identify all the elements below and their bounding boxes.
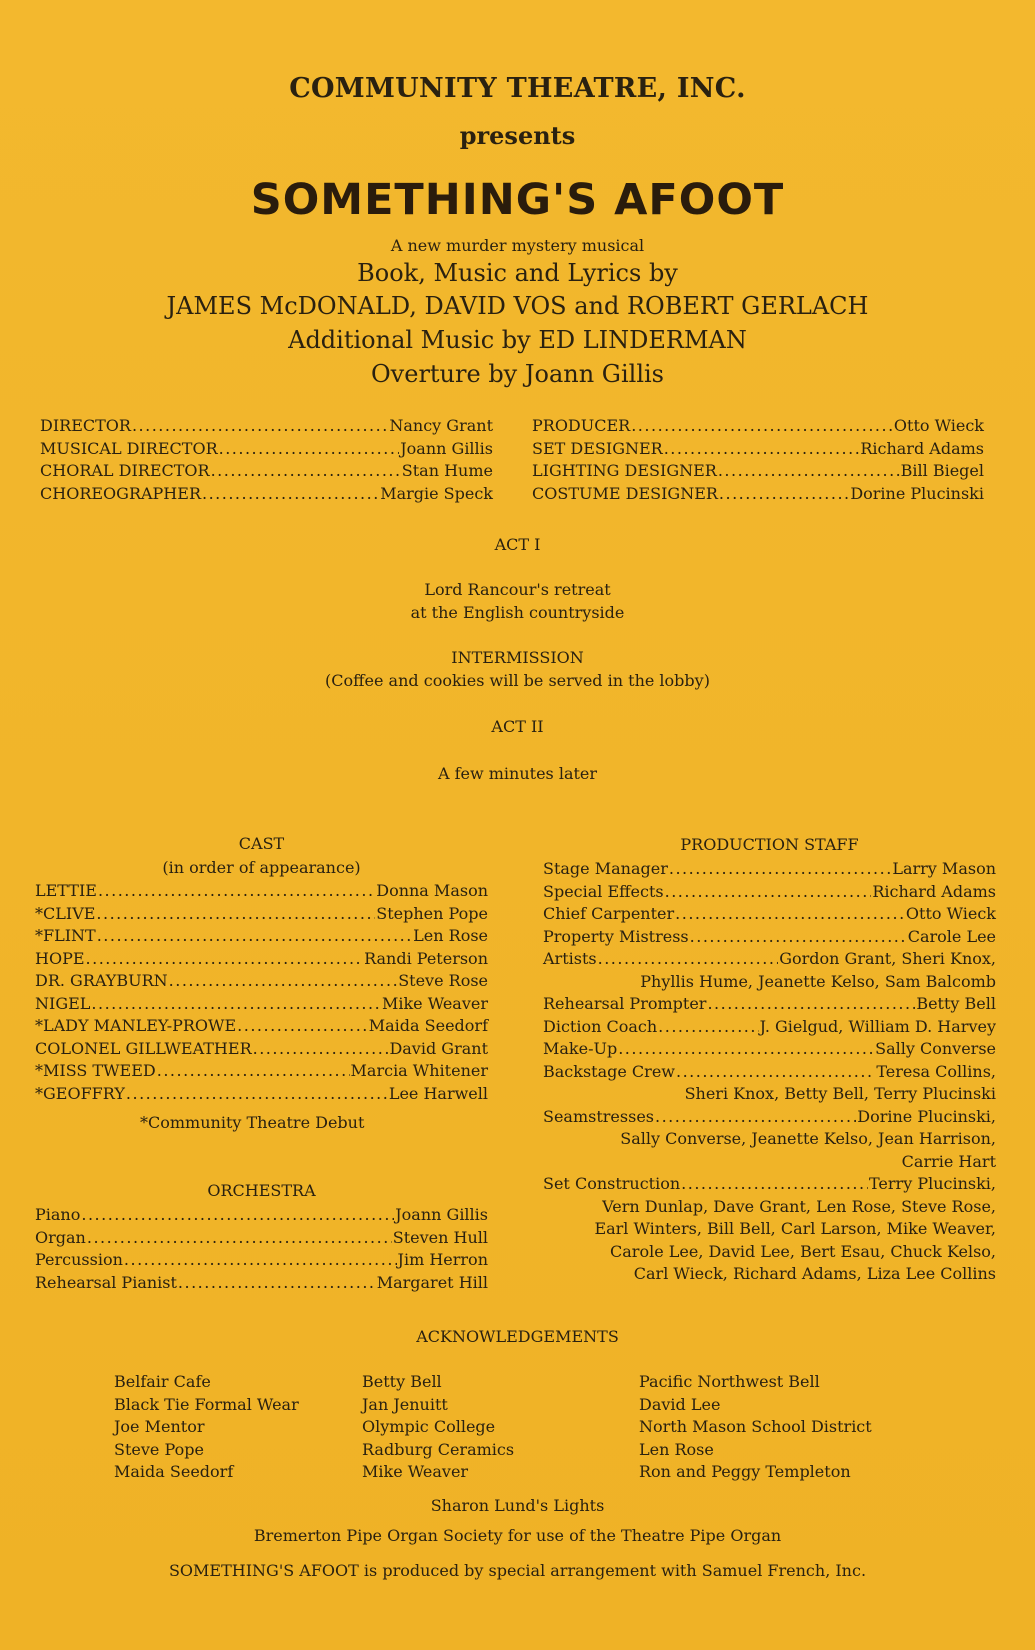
cast-name: Mike Weaver (381, 993, 488, 1013)
staff-name: Betty Bell (916, 994, 996, 1013)
leader-dots (664, 438, 860, 461)
staff-role: Property Mistress (543, 926, 689, 946)
cast-role: *MISS TWEED (35, 1061, 156, 1080)
staff-name: Terry Plucinski, (869, 1174, 996, 1193)
ack-item: North Mason School District (639, 1417, 872, 1436)
leader-dots (87, 1227, 392, 1250)
credits-line-2: JAMES McDONALD, DAVID VOS and ROBERT GERLACH (166, 292, 869, 320)
leader-dots (126, 1083, 388, 1106)
acknowledgements-heading: ACKNOWLEDGEMENTS (416, 1327, 619, 1346)
staff-row (543, 948, 996, 971)
credit-name: Bill Biegel (900, 461, 984, 480)
production-staff-heading: PRODUCTION STAFF (680, 835, 859, 854)
credit-row (40, 483, 493, 506)
production-staff-list (543, 858, 996, 1286)
staff-row (543, 1038, 996, 1061)
leader-dots (178, 1272, 376, 1295)
orchestra-role: Piano (35, 1205, 81, 1224)
leader-dots (707, 993, 915, 1016)
staff-name: Sally Converse (875, 1039, 996, 1058)
leader-dots (719, 483, 849, 506)
staff-row (543, 1016, 996, 1039)
cast-name: Randi Peterson (364, 948, 488, 968)
staff-continuation: Sheri Knox, Betty Bell, Terry Plucinski (684, 1084, 996, 1103)
cast-row (35, 948, 488, 971)
acknowledgement-line-1: Sharon Lund's Lights (430, 1496, 605, 1515)
intermission-heading: INTERMISSION (451, 648, 584, 667)
leader-dots (97, 925, 412, 948)
cast-row (35, 1038, 488, 1061)
staff-row (543, 903, 996, 926)
ack-item: David Lee (639, 1394, 721, 1414)
leader-dots (157, 1060, 350, 1083)
act-two-heading: ACT II (491, 717, 544, 736)
staff-continuation: Sally Converse, Jeanette Kelso, Jean Harrison, (620, 1129, 996, 1148)
staff-name: Larry Mason (892, 859, 996, 878)
staff-row (543, 1061, 996, 1084)
act-two-setting: A few minutes later (437, 764, 598, 783)
staff-continuation: Vern Dunlap, Dave Grant, Len Rose, Steve Rose, (602, 1196, 996, 1216)
staff-role: Rehearsal Prompter (543, 994, 707, 1013)
leader-dots (211, 460, 401, 483)
credit-row (40, 438, 493, 461)
leader-dots (675, 903, 905, 926)
credit-row (532, 415, 984, 438)
credit-row (532, 483, 984, 506)
cast-row (35, 1060, 488, 1083)
credit-role: SET DESIGNER (532, 438, 663, 458)
ack-item: Black Tie Formal Wear (114, 1394, 299, 1414)
staff-role: Special Effects (543, 881, 664, 901)
leader-dots (132, 415, 388, 438)
org-name: COMMUNITY THEATRE, INC. (289, 73, 746, 104)
staff-name: Richard Adams (872, 881, 996, 901)
cast-role: *LADY MANLEY-PROWE (35, 1016, 237, 1035)
ack-item: Mike Weaver (362, 1462, 469, 1481)
ack-item: Olympic College (362, 1417, 496, 1436)
staff-row (543, 1173, 996, 1196)
cast-role: COLONEL GILLWEATHER (35, 1038, 252, 1058)
credit-role: DIRECTOR (40, 416, 131, 435)
leader-dots (618, 1038, 874, 1061)
staff-role: Stage Manager (543, 859, 668, 878)
staff-role: Seamstresses (543, 1106, 654, 1126)
leader-dots (690, 926, 907, 949)
credit-name: Dorine Plucinski (850, 483, 984, 503)
credit-role: CHORAL DIRECTOR (40, 461, 210, 480)
orchestra-row (35, 1204, 488, 1227)
cast-role: LETTIE (35, 881, 97, 900)
act-one-heading: ACT I (494, 535, 541, 554)
creative-team-left (40, 415, 493, 505)
cast-name: Donna Mason (376, 881, 488, 900)
ack-item: Ron and Peggy Templeton (639, 1462, 851, 1481)
orchestra-heading: ORCHESTRA (207, 1181, 316, 1200)
leader-dots (669, 858, 891, 881)
credit-role: LIGHTING DESIGNER (532, 461, 717, 480)
ack-item: Joe Mentor (114, 1417, 205, 1436)
orchestra-role: Organ (35, 1227, 86, 1247)
staff-role: Set Construction (543, 1174, 681, 1193)
acknowledgements-col-1 (114, 1371, 299, 1484)
cast-name: Steve Rose (398, 971, 488, 990)
staff-name: Carole Lee (907, 926, 996, 946)
orchestra-row (35, 1227, 488, 1250)
orchestra-role: Rehearsal Pianist (35, 1272, 177, 1292)
orchestra-role: Percussion (35, 1250, 123, 1269)
show-subtitle: A new murder mystery musical (390, 236, 645, 255)
leader-dots (81, 1204, 394, 1227)
acknowledgements-col-3 (639, 1371, 872, 1484)
orchestra-name: Margaret Hill (376, 1272, 488, 1292)
ack-item: Jan Jenuitt (362, 1394, 448, 1414)
leader-dots (655, 1106, 856, 1129)
credit-row (40, 415, 493, 438)
leader-dots (202, 483, 379, 506)
cast-role: *FLINT (35, 926, 96, 945)
credit-row (40, 460, 493, 483)
leader-dots (91, 993, 381, 1016)
staff-row (543, 881, 996, 904)
leader-dots (665, 881, 872, 904)
leader-dots (219, 438, 400, 461)
ack-item: Pacific Northwest Bell (639, 1372, 820, 1391)
credits-line-4: Overture by Joann Gillis (371, 360, 664, 388)
orchestra-row (35, 1272, 488, 1295)
presents-line: presents (459, 121, 576, 150)
credit-role: PRODUCER (532, 416, 631, 435)
credit-role: COSTUME DESIGNER (532, 483, 718, 503)
staff-row (543, 926, 996, 949)
credit-name: Nancy Grant (389, 416, 493, 435)
leader-dots (598, 948, 779, 971)
credit-role: CHOREOGRAPHER (40, 483, 201, 503)
cast-row (35, 1083, 488, 1106)
leader-dots (86, 948, 364, 971)
staff-role: Diction Coach (543, 1016, 658, 1036)
intermission-note: (Coffee and cookies will be served in the lobby) (325, 671, 710, 690)
staff-role: Chief Carpenter (543, 904, 675, 923)
cast-name: Stephen Pope (376, 903, 488, 923)
cast-role: HOPE (35, 948, 85, 968)
cast-name: Lee Harwell (388, 1083, 488, 1103)
orchestra-list (35, 1204, 488, 1294)
staff-continuation: Carrie Hart (901, 1151, 996, 1171)
staff-continuation: Earl Winters, Bill Bell, Carl Larson, Mike Weaver, (594, 1219, 996, 1238)
staff-continuation: Carole Lee, David Lee, Bert Esau, Chuck Kelso, (610, 1241, 996, 1261)
cast-row (35, 903, 488, 926)
acknowledgement-line-3: SOMETHING'S AFOOT is produced by special arrangement with Samuel French, Inc. (168, 1561, 867, 1580)
show-title: SOMETHING'S AFOOT (250, 175, 785, 225)
leader-dots (253, 1038, 389, 1061)
leader-dots (718, 460, 900, 483)
leader-dots (676, 1061, 875, 1084)
staff-continuation: Carl Wieck, Richard Adams, Liza Lee Collins (633, 1264, 996, 1283)
credit-name: Margie Speck (380, 483, 493, 503)
cast-subheading: (in order of appearance) (162, 858, 361, 877)
act-one-setting-1: Lord Rancour's retreat (424, 580, 611, 599)
staff-role: Backstage Crew (543, 1061, 675, 1081)
cast-row (35, 925, 488, 948)
credit-name: Stan Hume (401, 461, 493, 480)
credit-name: Otto Wieck (893, 416, 984, 435)
acknowledgement-line-2: Bremerton Pipe Organ Society for use of the Theatre Pipe Organ (253, 1526, 782, 1545)
staff-continuation: Phyllis Hume, Jeanette Kelso, Sam Balcomb (640, 971, 996, 991)
leader-dots (96, 903, 375, 926)
orchestra-row (35, 1249, 488, 1272)
ack-item: Len Rose (639, 1439, 714, 1459)
ack-item: Belfair Cafe (114, 1372, 211, 1391)
cast-role: *CLIVE (35, 903, 96, 923)
staff-row (543, 1106, 996, 1129)
ack-item: Maida Seedorf (114, 1462, 234, 1481)
leader-dots (658, 1016, 759, 1039)
staff-name: Gordon Grant, Sheri Knox, (779, 949, 996, 968)
staff-role: Artists (543, 949, 597, 968)
staff-row (543, 993, 996, 1016)
leader-dots (631, 415, 893, 438)
orchestra-name: Steven Hull (392, 1227, 488, 1247)
credit-name: Richard Adams (860, 438, 984, 458)
credits-line-3: Additional Music by ED LINDERMAN (288, 326, 747, 354)
ack-item: Radburg Ceramics (362, 1439, 515, 1459)
leader-dots (169, 970, 398, 993)
ack-item: Betty Bell (362, 1372, 442, 1391)
cast-footnote: *Community Theatre Debut (140, 1113, 365, 1132)
ack-item: Steve Pope (114, 1439, 204, 1459)
staff-name: Otto Wieck (905, 904, 996, 923)
cast-row (35, 880, 488, 903)
cast-row (35, 993, 488, 1016)
cast-role: DR. GRAYBURN (35, 971, 168, 990)
cast-row (35, 1015, 488, 1038)
cast-name: David Grant (389, 1038, 488, 1058)
credit-name: Joann Gillis (400, 438, 493, 458)
orchestra-name: Joann Gillis (395, 1205, 488, 1224)
staff-role: Make-Up (543, 1039, 618, 1058)
act-one-setting-2: at the English countryside (410, 603, 625, 622)
credit-row (532, 460, 984, 483)
acknowledgements-col-2 (362, 1371, 514, 1484)
leader-dots (237, 1015, 368, 1038)
credit-row (532, 438, 984, 461)
cast-role: *GEOFFRY (35, 1083, 125, 1103)
cast-row (35, 970, 488, 993)
cast-list (35, 880, 488, 1105)
creative-team-right (532, 415, 984, 505)
staff-name: J. Gielgud, William D. Harvey (759, 1016, 996, 1036)
cast-name: Maida Seedorf (368, 1016, 488, 1035)
cast-heading: CAST (238, 834, 285, 853)
leader-dots (124, 1249, 397, 1272)
orchestra-name: Jim Herron (397, 1250, 488, 1269)
staff-name: Teresa Collins, (876, 1061, 996, 1081)
staff-name: Dorine Plucinski, (857, 1106, 996, 1126)
staff-row (543, 858, 996, 881)
leader-dots (681, 1173, 868, 1196)
cast-name: Len Rose (413, 926, 488, 945)
cast-role: NIGEL (35, 993, 91, 1013)
cast-name: Marcia Whitener (350, 1061, 488, 1080)
leader-dots (98, 880, 375, 903)
credits-line-1: Book, Music and Lyrics by (357, 259, 678, 287)
credit-role: MUSICAL DIRECTOR (40, 438, 218, 458)
